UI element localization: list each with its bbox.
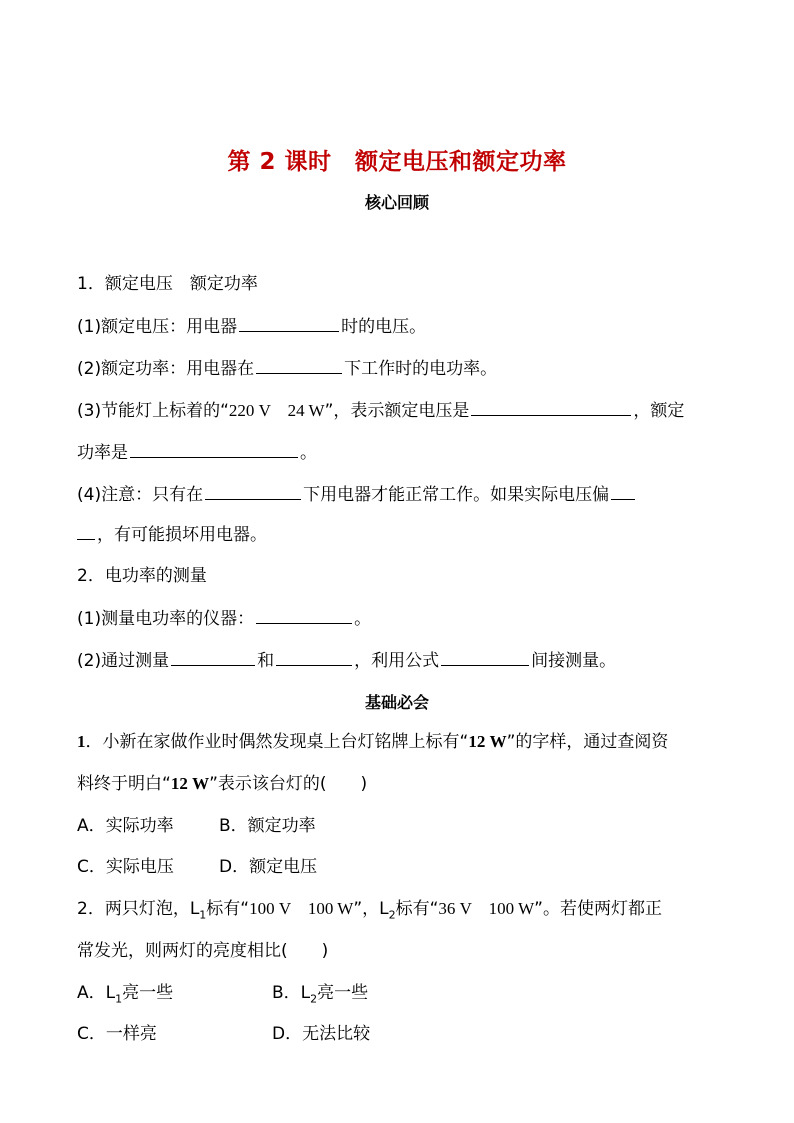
rating-text: 12 W bbox=[170, 774, 210, 793]
section-heading-review: 核心回顾 bbox=[364, 193, 429, 212]
question-text: ”的字样，通过查阅资 bbox=[506, 732, 669, 752]
option-c[interactable]: C．一样亮 bbox=[77, 1024, 157, 1044]
item-text: (1)测量电功率的仪器： bbox=[77, 609, 255, 629]
item-text: (4)注意：只有在 bbox=[77, 485, 204, 505]
option-d[interactable]: D．无法比较 bbox=[272, 1024, 371, 1044]
option-text: 亮一些 bbox=[122, 983, 174, 1003]
subscript: 2 bbox=[310, 992, 318, 1006]
answer-blank[interactable] bbox=[441, 647, 529, 666]
subscript: 2 bbox=[388, 908, 396, 922]
item-text: (3)节能灯上标着的“ bbox=[77, 401, 229, 421]
question-2-options-row-2 bbox=[77, 1021, 722, 1047]
answer-blank[interactable] bbox=[205, 481, 301, 500]
question-text: ”表示该台灯的( ) bbox=[209, 774, 368, 794]
option-c[interactable]: C．实际电压 bbox=[77, 857, 174, 877]
option-text: A．L bbox=[77, 983, 116, 1003]
option-b[interactable]: B．额定功率 bbox=[219, 816, 316, 836]
answer-blank[interactable] bbox=[611, 481, 635, 500]
item-text: 。 bbox=[300, 443, 317, 463]
question-1-options-row-1 bbox=[77, 813, 722, 839]
answer-blank[interactable] bbox=[77, 521, 95, 540]
item-text: 和 bbox=[257, 651, 275, 671]
answer-blank[interactable] bbox=[471, 397, 631, 416]
rating-text: 12 W bbox=[468, 732, 507, 751]
question-1-line-2 bbox=[77, 771, 722, 797]
section-heading-basics: 基础必会 bbox=[364, 693, 429, 712]
answer-blank[interactable] bbox=[171, 647, 255, 666]
question-text: 料终于明白“ bbox=[77, 774, 171, 794]
item-text: (2)额定功率：用电器在 bbox=[77, 359, 255, 379]
question-number: 1 bbox=[77, 732, 86, 751]
answer-blank[interactable] bbox=[239, 313, 339, 332]
review-item-1-3 bbox=[77, 397, 722, 424]
item-text: 时的电压。 bbox=[341, 317, 427, 337]
option-a[interactable] bbox=[77, 980, 272, 1012]
question-1-line-1 bbox=[77, 729, 722, 755]
answer-blank[interactable] bbox=[276, 647, 352, 666]
review-item-1-1 bbox=[77, 313, 722, 340]
answer-blank[interactable] bbox=[256, 605, 352, 624]
subscript: 1 bbox=[115, 992, 123, 1006]
question-text: ”，L bbox=[353, 899, 389, 919]
question-1-options-row-2 bbox=[77, 854, 722, 880]
option-a[interactable]: A．实际功率 bbox=[77, 816, 174, 836]
option-text: 亮一些 bbox=[317, 983, 369, 1003]
review-item-1-3-cont bbox=[77, 439, 722, 466]
item-text: ，利用公式 bbox=[354, 651, 440, 671]
review-item-1-2 bbox=[77, 355, 722, 382]
item-text: ，额定 bbox=[633, 401, 685, 421]
item-text: (2)通过测量 bbox=[77, 651, 170, 671]
question-2-line-1 bbox=[77, 896, 722, 928]
review-item-2-2 bbox=[77, 647, 722, 674]
question-text: ”。若使两灯都正 bbox=[534, 899, 662, 919]
item-text: 间接测量。 bbox=[531, 651, 617, 671]
item-text: 功率是 bbox=[77, 443, 128, 463]
question-2-line-2: 常发光，则两灯的亮度相比( ) bbox=[77, 941, 329, 961]
option-d[interactable]: D．额定电压 bbox=[219, 857, 318, 877]
question-text: 标有“ bbox=[395, 899, 439, 919]
answer-blank[interactable] bbox=[130, 439, 298, 458]
rating-text: 36 V 100 W bbox=[438, 899, 535, 918]
subscript: 1 bbox=[199, 908, 207, 922]
review-item-1-4-cont bbox=[77, 521, 722, 548]
page-title: 第 2 课时 额定电压和额定功率 bbox=[227, 149, 567, 175]
answer-blank[interactable] bbox=[256, 355, 342, 374]
review-item-1-heading: 1．额定电压 额定功率 bbox=[77, 274, 258, 294]
option-text: B．L bbox=[272, 983, 311, 1003]
item-text: (1)额定电压：用电器 bbox=[77, 317, 238, 337]
question-text: ．小新在家做作业时偶然发现桌上台灯铭牌上标有“ bbox=[85, 732, 469, 752]
rating-text: 100 V 100 W bbox=[249, 899, 354, 918]
item-text: 下工作时的电功率。 bbox=[344, 359, 498, 379]
item-text: ”，表示额定电压是 bbox=[324, 401, 470, 421]
question-text: 2．两只灯泡，L bbox=[77, 899, 200, 919]
question-2-options-row-1 bbox=[77, 980, 722, 1012]
rating-text: 220 V 24 W bbox=[228, 401, 325, 420]
question-text: 标有“ bbox=[206, 899, 250, 919]
item-text: ，有可能损坏用电器。 bbox=[97, 525, 267, 545]
review-item-2-heading: 2．电功率的测量 bbox=[77, 566, 207, 586]
item-text: 。 bbox=[354, 609, 372, 629]
option-b[interactable] bbox=[272, 980, 368, 1012]
review-item-1-4 bbox=[77, 481, 722, 508]
review-item-2-1 bbox=[77, 605, 722, 632]
item-text: 下用电器才能正常工作。如果实际电压偏 bbox=[303, 485, 610, 505]
